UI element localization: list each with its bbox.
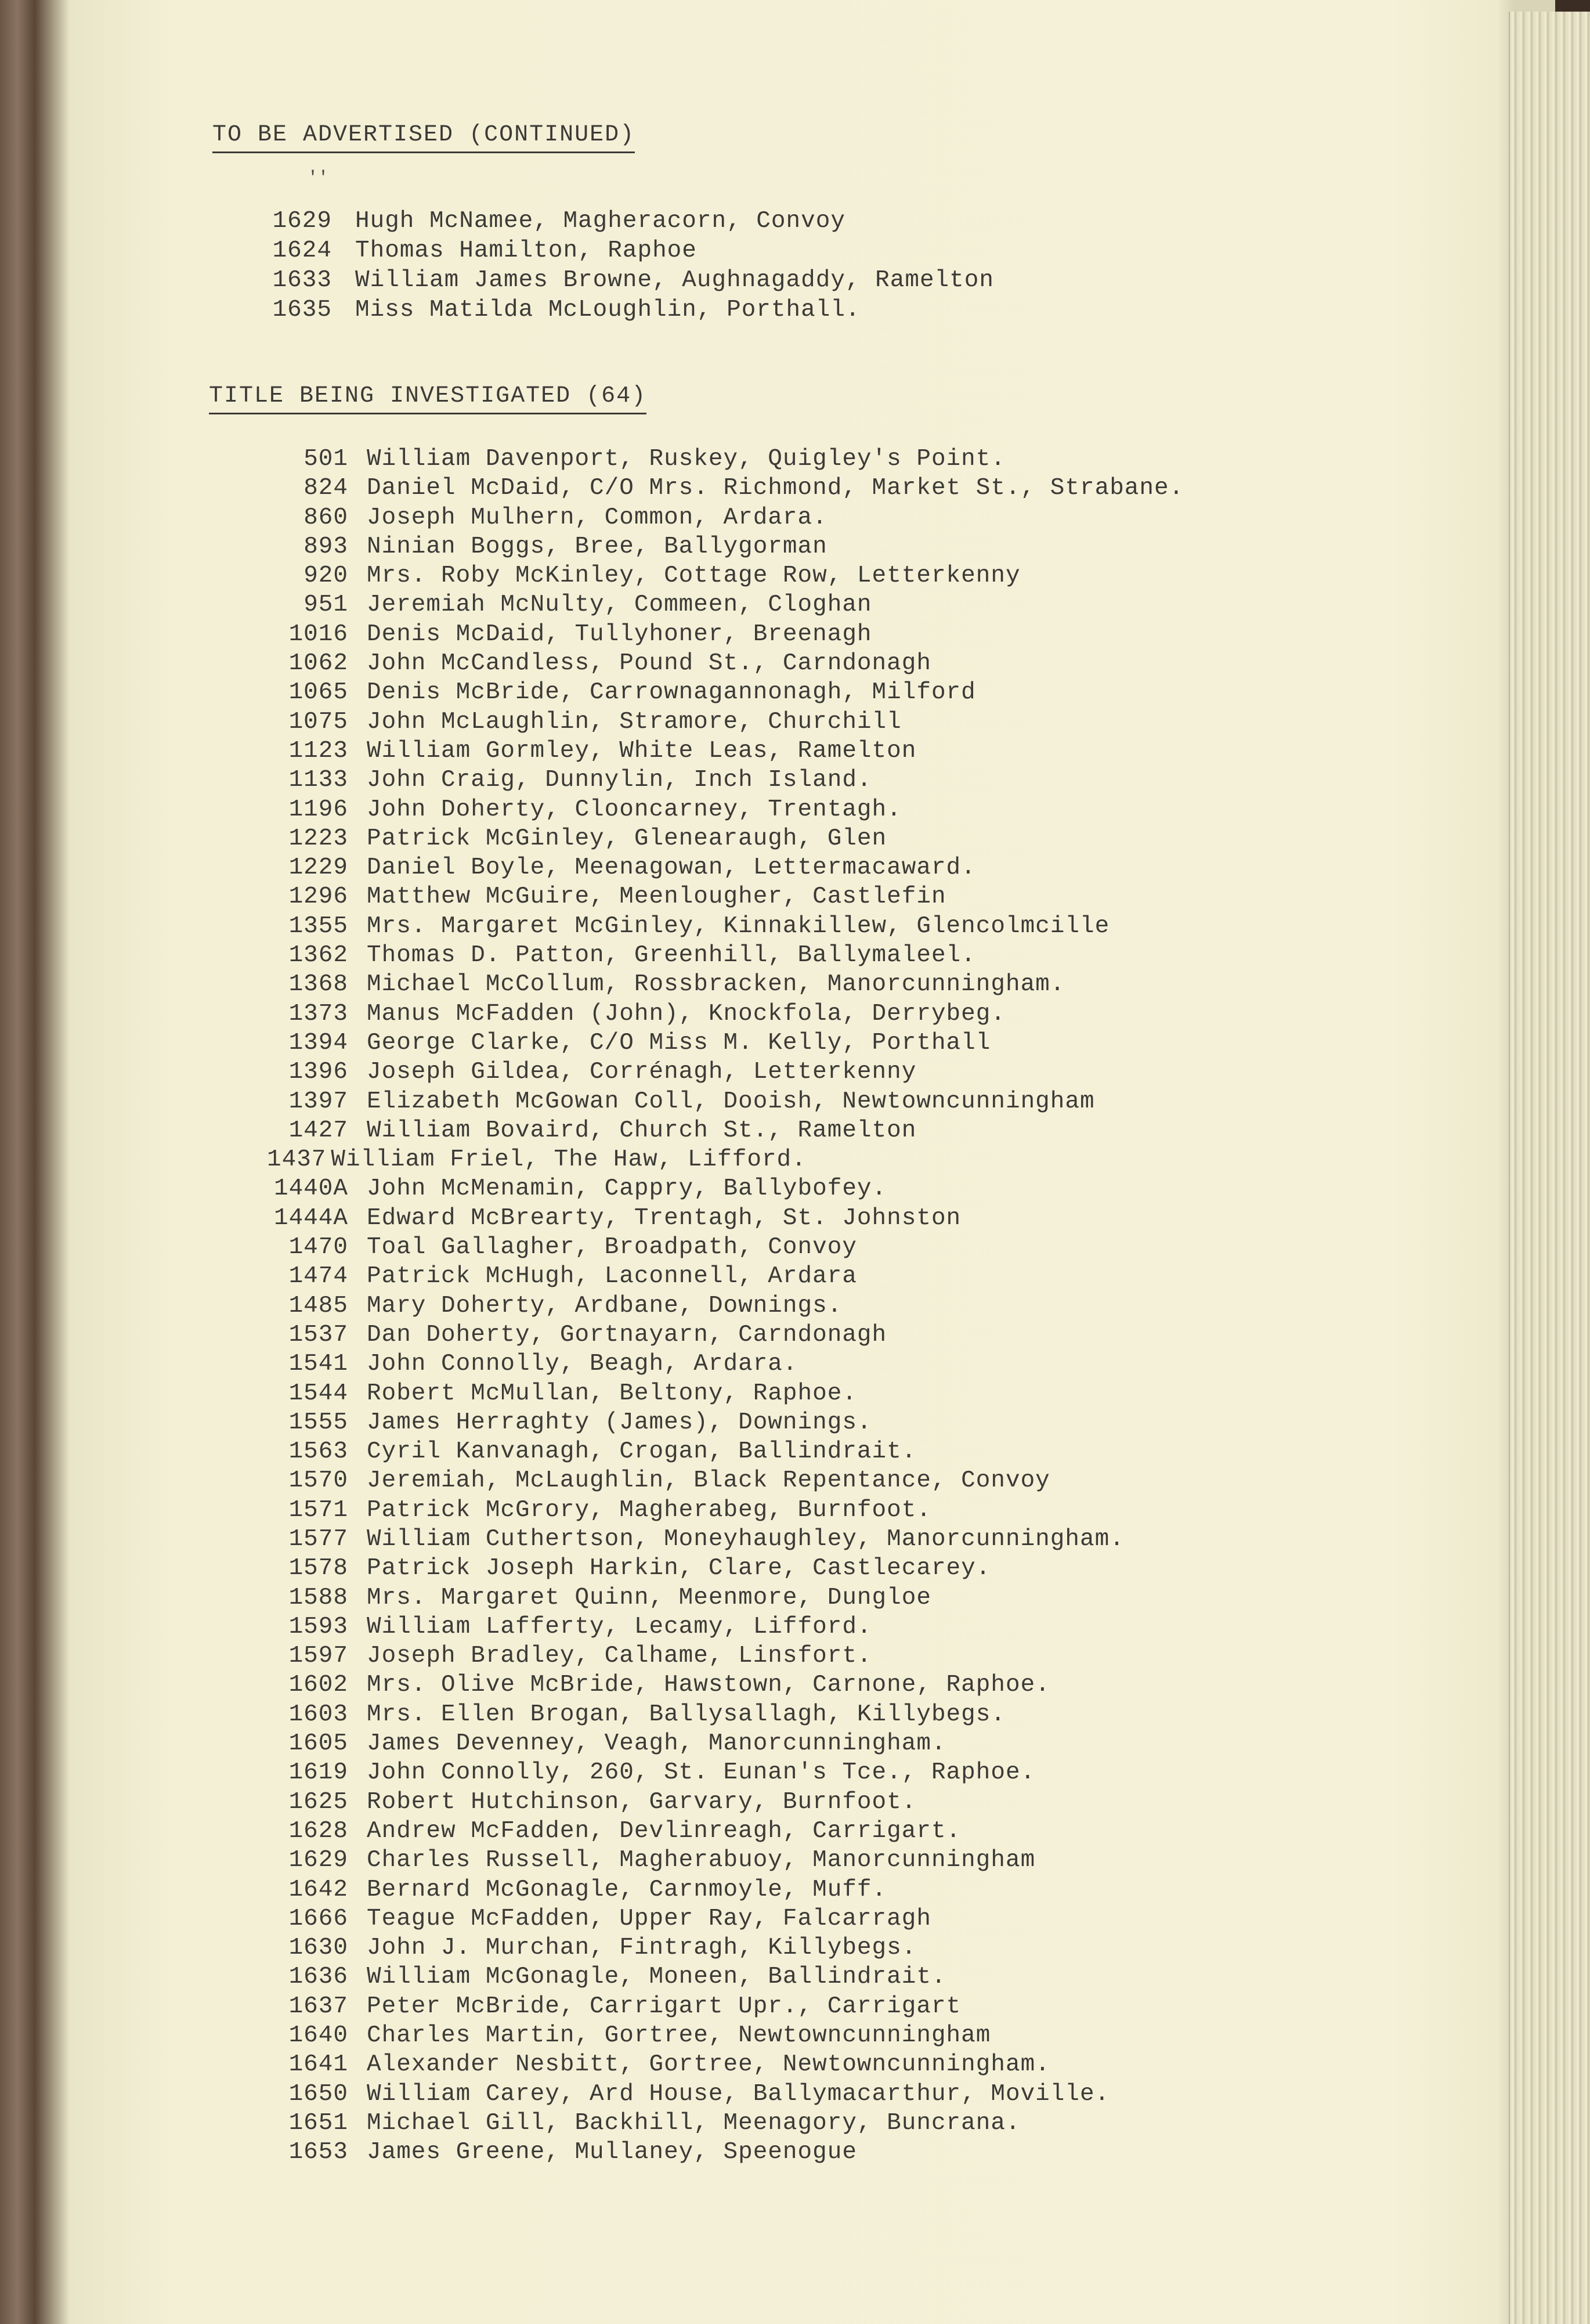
- entry-number: 1624: [272, 237, 332, 264]
- list-item: [267, 446, 1184, 475]
- entry-text: Andrew McFadden, Devlinreagh, Carrigart.: [367, 1817, 962, 1845]
- list-item: [267, 1438, 1184, 1467]
- entry-text: Teague McFadden, Upper Ray, Falcarragh: [367, 1905, 931, 1932]
- entry-number: 1555: [288, 1409, 348, 1436]
- entry-text: Joseph Gildea, Corrénagh, Letterkenny: [367, 1059, 917, 1086]
- entry-number: 1075: [288, 708, 348, 735]
- list-item: [267, 1293, 1184, 1322]
- list-item: [267, 1030, 1184, 1059]
- entry-text: Mrs. Margaret McGinley, Kinnakillew, Glencolmcille: [367, 912, 1110, 940]
- investigated-list: [267, 446, 1184, 2168]
- list-item: [267, 1935, 1184, 1964]
- list-item: [267, 913, 1184, 942]
- list-item: [267, 1001, 1184, 1030]
- entry-number: 1588: [288, 1584, 348, 1611]
- list-item: [267, 825, 1184, 854]
- list-item: [267, 1526, 1184, 1555]
- entry-number: 1065: [288, 679, 348, 706]
- entry-number: 1637: [288, 1993, 348, 2020]
- list-item: [267, 1759, 1184, 1788]
- list-item: [267, 1497, 1184, 1526]
- entry-text: Denis McBride, Carrownagannonagh, Milford: [367, 679, 976, 706]
- entry-number: 1444A: [273, 1204, 348, 1232]
- entry-text: William Cuthertson, Moneyhaughley, Manorcunningham.: [367, 1525, 1125, 1553]
- list-item: [267, 1467, 1184, 1496]
- entry-number: 1605: [288, 1730, 348, 1758]
- entry-text: Mrs. Margaret Quinn, Meenmore, Dungloe: [367, 1584, 931, 1611]
- list-item: [267, 1263, 1184, 1292]
- entry-text: Elizabeth McGowan Coll, Dooish, Newtowncunningham: [367, 1088, 1095, 1115]
- entry-text: Manus McFadden (John), Knockfola, Derrybeg.: [367, 1000, 1006, 1027]
- entry-text: William Carey, Ard House, Ballymacarthur, Moville.: [367, 2080, 1110, 2108]
- entry-text: Charles Russell, Magherabuoy, Manorcunningham: [367, 1847, 1036, 1874]
- list-item: [267, 1117, 1184, 1146]
- entry-number: 1629: [288, 1847, 348, 1874]
- list-item: [267, 562, 1184, 591]
- list-item: [267, 1059, 1184, 1088]
- entry-text: John McMenamin, Cappry, Ballybofey.: [367, 1175, 887, 1203]
- list-item: [267, 1876, 1184, 1906]
- list-item: [267, 796, 1184, 825]
- list-item: [267, 533, 1184, 562]
- entry-text: George Clarke, C/O Miss M. Kelly, Porthall: [367, 1029, 991, 1056]
- list-item: [267, 1789, 1184, 1818]
- entry-number: 1544: [288, 1380, 348, 1407]
- list-item: [267, 1351, 1184, 1380]
- section-heading-advertised: TO BE ADVERTISED (CONTINUED): [212, 122, 635, 153]
- entry-number: 1223: [288, 825, 348, 852]
- list-item: [267, 883, 1184, 912]
- entry-text: James Herraghty (James), Downings.: [367, 1409, 872, 1436]
- list-item: [267, 1205, 1184, 1234]
- list-item: [267, 1701, 1184, 1730]
- entry-text: Mrs. Ellen Brogan, Ballysallagh, Killybegs.: [367, 1701, 1006, 1728]
- entry-text: Peter McBride, Carrigart Upr., Carrigart: [367, 1993, 962, 2020]
- list-item: [267, 1146, 1184, 1175]
- entry-text: William James Browne, Aughnagaddy, Ramelton: [355, 267, 994, 294]
- entry-number: 1651: [288, 2109, 348, 2137]
- list-item: [267, 1818, 1184, 1847]
- entry-number: 1355: [288, 912, 348, 940]
- entry-number: 1016: [288, 620, 348, 648]
- list-item: [267, 504, 1184, 533]
- list-item: [267, 208, 994, 237]
- entry-text: Daniel Boyle, Meenagowan, Lettermacaward.: [367, 854, 976, 882]
- entry-number: 1593: [288, 1613, 348, 1640]
- entry-number: 1196: [288, 796, 348, 823]
- entry-text: Thomas Hamilton, Raphoe: [355, 237, 697, 264]
- ink-specks: '': [308, 168, 329, 188]
- list-item: [267, 1906, 1184, 1935]
- entry-number: 1642: [288, 1876, 348, 1903]
- entry-number: 1640: [288, 2022, 348, 2049]
- entry-text: William Lafferty, Lecamy, Lifford.: [367, 1613, 872, 1640]
- list-item: [267, 1643, 1184, 1672]
- list-item: [267, 854, 1184, 883]
- entry-text: Mrs. Roby McKinley, Cottage Row, Letterkenny: [367, 562, 1021, 590]
- list-item: [267, 679, 1184, 708]
- list-item: [267, 2081, 1184, 2110]
- entry-text: John McCandless, Pound St., Carndonagh: [367, 650, 931, 677]
- entry-text: Alexander Nesbitt, Gortree, Newtowncunningham.: [367, 2051, 1050, 2078]
- entry-number: 893: [303, 533, 348, 560]
- entry-number: 1577: [288, 1525, 348, 1553]
- entry-text: Joseph Bradley, Calhame, Linsfort.: [367, 1643, 872, 1670]
- entry-text: Charles Martin, Gortree, Newtowncunningham: [367, 2022, 991, 2049]
- entry-number: 1373: [288, 1000, 348, 1027]
- entry-text: John Craig, Dunnylin, Inch Island.: [367, 767, 872, 794]
- entry-number: 1650: [288, 2080, 348, 2108]
- entry-number: 951: [303, 591, 348, 619]
- entry-number: 1123: [288, 737, 348, 764]
- list-item: [267, 2051, 1184, 2080]
- entry-text: Patrick McGrory, Magherabeg, Burnfoot.: [367, 1496, 931, 1524]
- entry-text: William Friel, The Haw, Lifford.: [331, 1146, 807, 1174]
- entry-number: 1570: [288, 1467, 348, 1495]
- entry-number: 1619: [288, 1759, 348, 1787]
- list-item: [267, 1993, 1184, 2022]
- section-heading-investigated: TITLE BEING INVESTIGATED (64): [209, 383, 646, 414]
- entry-text: Patrick Joseph Harkin, Clare, Castlecarey.: [367, 1555, 991, 1582]
- entry-text: Thomas D. Patton, Greenhill, Ballymaleel.: [367, 942, 976, 969]
- entry-text: James Greene, Mullaney, Speenogue: [367, 2139, 857, 2166]
- entry-text: Robert McMullan, Beltony, Raphoe.: [367, 1380, 857, 1407]
- entry-text: Dan Doherty, Gortnayarn, Carndonagh: [367, 1321, 887, 1348]
- entry-number: 1666: [288, 1905, 348, 1932]
- entry-number: 1625: [288, 1788, 348, 1816]
- list-item: [267, 1409, 1184, 1438]
- entry-text: William McGonagle, Moneen, Ballindrait.: [367, 1964, 946, 1991]
- entry-text: Denis McDaid, Tullyhoner, Breenagh: [367, 620, 872, 648]
- entry-text: Daniel McDaid, C/O Mrs. Richmond, Market St., Strabane.: [367, 475, 1184, 502]
- entry-number: 1396: [288, 1059, 348, 1086]
- entry-number: 1394: [288, 1029, 348, 1056]
- list-item: [267, 1614, 1184, 1643]
- list-item: [267, 942, 1184, 971]
- list-item: [267, 1175, 1184, 1204]
- entry-text: John Connolly, 260, St. Eunan's Tce., Raphoe.: [367, 1759, 1036, 1787]
- entry-number: 1062: [288, 650, 348, 677]
- entry-number: 1368: [288, 971, 348, 998]
- entry-text: Jeremiah McNulty, Commeen, Cloghan: [367, 591, 872, 619]
- entry-number: 1133: [288, 767, 348, 794]
- list-item: [267, 2110, 1184, 2139]
- list-item: [267, 237, 994, 267]
- entry-number: 1578: [288, 1555, 348, 1582]
- entry-number: 1437: [267, 1146, 327, 1174]
- entry-text: John Connolly, Beagh, Ardara.: [367, 1351, 798, 1378]
- entry-number: 1397: [288, 1088, 348, 1115]
- entry-number: 1571: [288, 1496, 348, 1524]
- entry-number: 501: [303, 446, 348, 472]
- list-item: [267, 297, 994, 326]
- entry-text: Hugh McNamee, Magheracorn, Convoy: [355, 208, 845, 234]
- entry-number: 1470: [288, 1234, 348, 1261]
- entry-number: 1633: [272, 267, 332, 294]
- list-item: [267, 709, 1184, 738]
- entry-number: 1541: [288, 1351, 348, 1378]
- entry-text: Toal Gallagher, Broadpath, Convoy: [367, 1234, 857, 1261]
- list-item: [267, 738, 1184, 767]
- entry-number: 1485: [288, 1292, 348, 1319]
- list-item: [267, 1964, 1184, 1993]
- entry-text: William Bovaird, Church St., Ramelton: [367, 1117, 917, 1144]
- entry-text: John J. Murchan, Fintragh, Killybegs.: [367, 1935, 917, 1962]
- entry-number: 860: [303, 504, 348, 531]
- entry-text: William Gormley, White Leas, Ramelton: [367, 737, 917, 764]
- entry-number: 1635: [272, 297, 332, 323]
- entry-number: 1636: [288, 1964, 348, 1991]
- entry-text: Patrick McHugh, Laconnell, Ardara: [367, 1263, 857, 1290]
- entry-number: 1629: [272, 208, 332, 234]
- page-edges: [1509, 12, 1590, 2324]
- entry-number: 1603: [288, 1701, 348, 1728]
- entry-text: Jeremiah, McLaughlin, Black Repentance, Convoy: [367, 1467, 1050, 1495]
- entry-text: Miss Matilda McLoughlin, Porthall.: [355, 297, 861, 323]
- entry-number: 1537: [288, 1321, 348, 1348]
- entry-text: William Davenport, Ruskey, Quigley's Point.: [367, 446, 1006, 472]
- entry-number: 1440A: [273, 1175, 348, 1203]
- entry-number: 1630: [288, 1935, 348, 1962]
- list-item: [267, 621, 1184, 650]
- list-item: [267, 767, 1184, 796]
- list-item: [267, 1585, 1184, 1614]
- entry-text: Edward McBrearty, Trentagh, St. Johnston: [367, 1204, 962, 1232]
- list-item: [267, 1380, 1184, 1409]
- entry-text: Mary Doherty, Ardbane, Downings.: [367, 1292, 843, 1319]
- entry-number: 1563: [288, 1438, 348, 1466]
- list-item: [267, 1555, 1184, 1584]
- entry-text: Michael McCollum, Rossbracken, Manorcunningham.: [367, 971, 1065, 998]
- entry-number: 1602: [288, 1672, 348, 1699]
- advertised-list: [267, 208, 994, 326]
- list-item: [267, 1088, 1184, 1117]
- entry-text: James Devenney, Veagh, Manorcunningham.: [367, 1730, 946, 1758]
- list-item: [267, 2022, 1184, 2051]
- list-item: [267, 267, 994, 297]
- entry-number: 1641: [288, 2051, 348, 2078]
- entry-text: Mrs. Olive McBride, Hawstown, Carnone, Raphoe.: [367, 1672, 1050, 1699]
- entry-number: 1628: [288, 1817, 348, 1845]
- entry-number: 1653: [288, 2139, 348, 2166]
- list-item: [267, 1234, 1184, 1263]
- list-item: [267, 971, 1184, 1000]
- entry-text: John McLaughlin, Stramore, Churchill: [367, 708, 902, 735]
- entry-number: 824: [303, 475, 348, 502]
- entry-number: 1229: [288, 854, 348, 882]
- entry-text: Bernard McGonagle, Carnmoyle, Muff.: [367, 1876, 887, 1903]
- list-item: [267, 475, 1184, 504]
- list-item: [267, 1730, 1184, 1759]
- list-item: [267, 650, 1184, 679]
- entry-number: 920: [303, 562, 348, 590]
- entry-text: Joseph Mulhern, Common, Ardara.: [367, 504, 827, 531]
- entry-number: 1597: [288, 1643, 348, 1670]
- entry-text: Patrick McGinley, Glenearaugh, Glen: [367, 825, 887, 852]
- entry-number: 1362: [288, 942, 348, 969]
- entry-number: 1296: [288, 883, 348, 911]
- entry-text: Cyril Kanvanagh, Crogan, Ballindrait.: [367, 1438, 917, 1466]
- list-item: [267, 1847, 1184, 1876]
- list-item: [267, 1322, 1184, 1351]
- entry-number: 1474: [288, 1263, 348, 1290]
- entry-text: Robert Hutchinson, Garvary, Burnfoot.: [367, 1788, 917, 1816]
- entry-text: Michael Gill, Backhill, Meenagory, Buncrana.: [367, 2109, 1021, 2137]
- list-item: [267, 1672, 1184, 1701]
- entry-text: John Doherty, Clooncarney, Trentagh.: [367, 796, 902, 823]
- list-item: [267, 2139, 1184, 2168]
- list-item: [267, 591, 1184, 620]
- page-sheet: [70, 0, 1520, 2324]
- entry-text: Ninian Boggs, Bree, Ballygorman: [367, 533, 827, 560]
- entry-number: 1427: [288, 1117, 348, 1144]
- entry-text: Matthew McGuire, Meenlougher, Castlefin: [367, 883, 946, 911]
